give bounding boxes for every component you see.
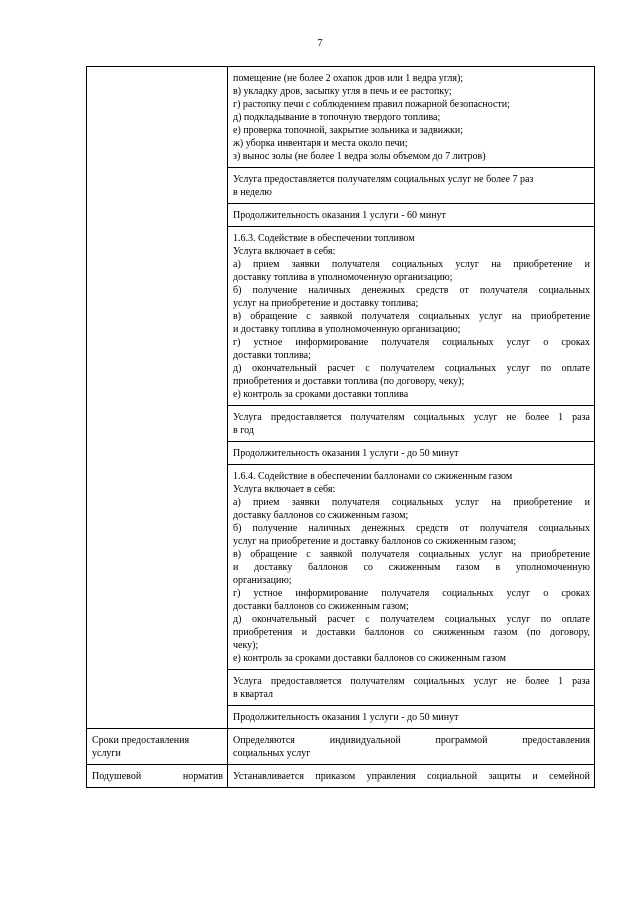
left-cell-empty — [87, 67, 228, 729]
table-row — [87, 67, 595, 168]
row-fuel-service: 1.6.3. Содействие в обеспечении топливом Услуга включает в себя: а) прием заявки получателя социальных услуг на приобретение и доставку топлива в уполномоченную организацию; б) получение наличных денежных средств от получателя социальных услуг на приобретение и доставку топлива; в) обращение с заявкой получателя социальных услуг на приобретение и доставку топлива в уполномоченную организацию; г) устное информирование получателя социальных услуг о сроках доставки топлива; д) окончательный расчет с получателем социальных услуг по оплате приобретения и доставки топлива (по договору, чеку); е) контроль за сроками доставки топлива — [228, 227, 595, 406]
label-per-capita-norm: Подушевой норматив — [87, 765, 228, 788]
label-deadlines: Сроки предоставления услуги — [87, 729, 228, 765]
row-duration-50-a: Продолжительность оказания 1 услуги - до 50 минут — [228, 442, 595, 465]
value-deadlines: Определяются индивидуальной программой предоставления социальных услуг — [228, 729, 595, 765]
table-row — [87, 765, 595, 788]
page-number: 7 — [317, 38, 323, 49]
row-duration-60: Продолжительность оказания 1 услуги - 60 минут — [228, 204, 595, 227]
row-gas-service: 1.6.4. Содействие в обеспечении баллонами со сжиженным газом Услуга включает в себя: а) прием заявки получателя социальных услуг на приобретение и доставку баллонов со сжиженным газом; б) получение наличных денежных средств от получателя социальных услуг на приобретение и доставку баллонов со сжиженным газом; в) обращение с заявкой получателя социальных услуг на приобретение и доставку баллонов со сжиженным газом в уполномоченную организацию; г) устное информирование получателя социальных услуг о сроках доставки баллонов со сжиженным газом; д) окончательный расчет с получателем социальных услуг по оплате приобретения и доставки баллонов со сжиженным газом (по договору, чеку); е) контроль за сроками доставки баллонов со сжиженным газом — [228, 465, 595, 670]
row-duration-50-b: Продолжительность оказания 1 услуги - до 50 минут — [228, 706, 595, 729]
service-table — [86, 66, 595, 788]
row-frequency-quarterly: Услуга предоставляется получателям социальных услуг не более 1 раза в квартал — [228, 670, 595, 706]
value-per-capita-norm: Устанавливается приказом управления социальной защиты и семейной — [228, 765, 595, 788]
row-frequency-yearly: Услуга предоставляется получателям социальных услуг не более 1 раза в год — [228, 406, 595, 442]
row-frequency-weekly: Услуга предоставляется получателям социальных услуг не более 7 раз в неделю — [228, 168, 595, 204]
row-stove-steps: помещение (не более 2 охапок дров или 1 ведра угля); в) укладку дров, засыпку угля в печь и ее растопку; г) растопку печи с соблюдением правил пожарной безопасности; д) подкладывание в топочную твердого топлива; е) проверка топочной, закрытие зольника и задвижки; ж) уборка инвентаря и места около печи; з) вынос золы (не более 1 ведра золы объемом до 7 литров) — [228, 67, 595, 168]
table-row — [87, 729, 595, 765]
